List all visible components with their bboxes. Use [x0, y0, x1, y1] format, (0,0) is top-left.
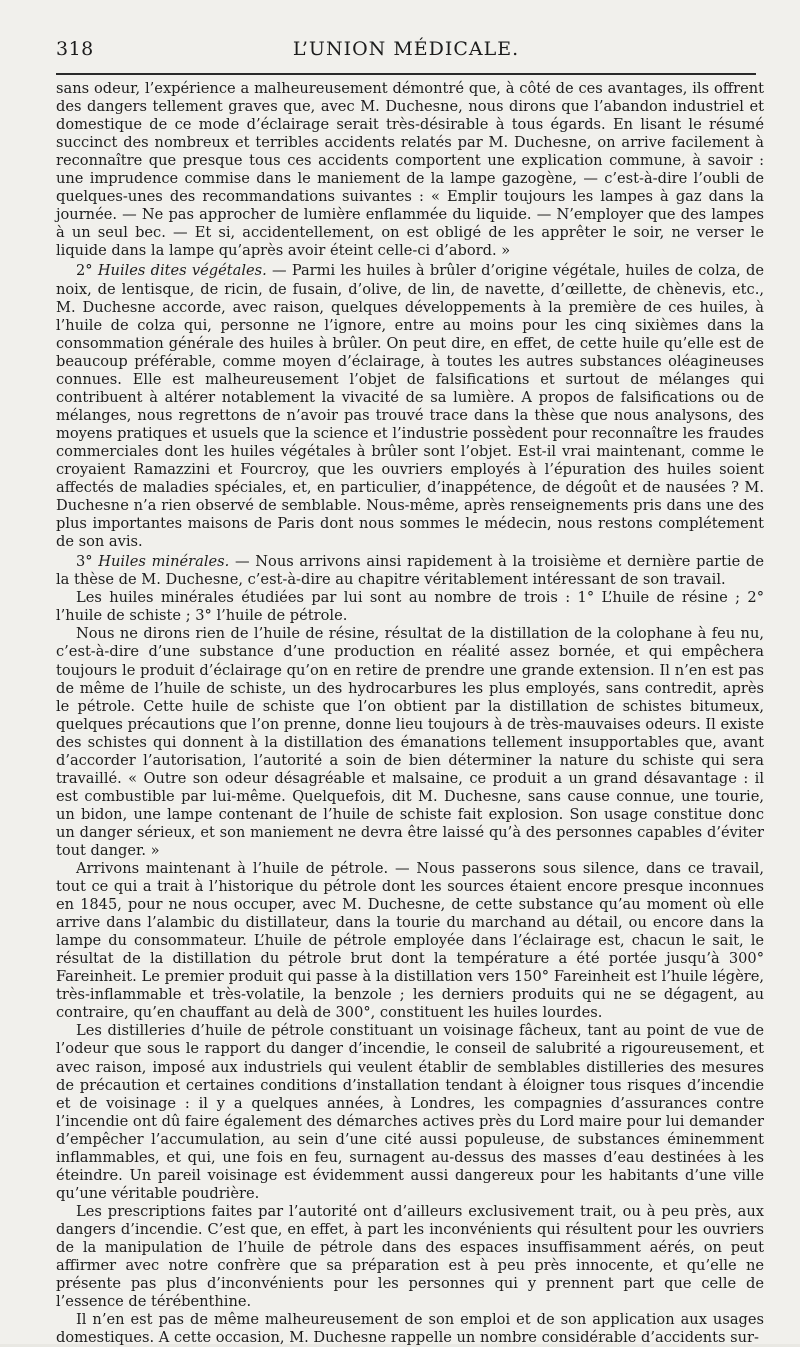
page-header	[56, 38, 756, 68]
paragraph-8: Les prescriptions faites par l’autorité ont d’ailleurs exclusivement trait, ou à peu près, aux dangers d’incendie. C’est que, en effet, à part les inconvénients qui résultent pour les ouvriers de la manipulation de l’huile de pétrole dans des espaces insuffisamment aérés, on peut affirmer avec notre confrère que sa préparation est à peu près innocente, et qu’elle ne présente pas plus d’inconvénients pour les personnes qui y prennent part que celle de l’essence de térébenthine.	[56, 1202, 764, 1311]
section-heading-minerales: Huiles minérales.	[98, 553, 230, 571]
page-number: 318	[56, 38, 94, 60]
paragraph-3: 3° Huiles minérales. — Nous arrivons ainsi rapidement à la troisième et dernière partie de la thèse de M. Duchesne, c’est-à-dire au chapitre véritablement intéressant de son travail.	[56, 553, 764, 589]
paragraph-7: Les distilleries d’huile de pétrole constituant un voisinage fâcheux, tant au point de vue de l’odeur que sous le rapport du danger d’incendie, le conseil de salubrité a rigoureusement, et avec raison, imposé aux industriels qui veulent établir de semblables distilleries des mesures de précaution et certaines conditions d’installation tendant à éloigner tous risques d’incendie et de voisinage : il y a quelques années, à Londres, les compagnies d’assurances contre l’incendie ont dû faire également des démarches actives près du Lord maire pour lui demander d’empêcher l’accumulation, au sein d’une cité aussi populeuse, de substances éminemment inflammables, et qui, une fois en feu, surnagent au-dessus des masses d’eau destinées à les éteindre. Un pareil voisinage est évidemment aussi dangereux pour les habitants d’une ville qu’une véritable poudrière.	[56, 1022, 764, 1202]
section-heading-vegetales: Huiles dites végétales.	[97, 262, 267, 280]
paragraph-2: 2° Huiles dites végétales. — Parmi les huiles à brûler d’origine végétale, huiles de colza, de noix, de lentisque, de ricin, de fusain, d’olive, de lin, de navette, d’œillette, de chènevis, etc., M. Duchesne accorde, avec raison, quelques développements à la première de ces huiles, à l’huile de colza qui, personne ne l’ignore, entre au moins pour les cinq sixièmes dans la consommation générale des huiles à brûler. On peut dire, en effet, de cette huile qu’elle est de beaucoup préférable, comme moyen d’éclairage, à toutes les autres substances oléagineuses connues. Elle est malheureusement l’objet de falsifications et surtout de mélanges qui contribuent à altérer notablement la vivacité de sa lumière. A propos de falsifications ou de mélanges, nous regrettons de n’avoir pas trouvé trace dans la thèse que nous analysons, des moyens pratiques et usuels que la science et l’industrie possèdent pour reconnaître les fraudes commerciales dont les huiles végétales à brûler sont l’objet. Est-il vrai maintenant, comme le croyaient Ramazzini et Fourcroy, que les ouvriers employés à l’épuration des huiles soient affectés de maladies spéciales, et, en particulier, d’inappétence, de dégoût et de nausées ? M. Duchesne n’a rien observé de semblable. Nous-même, après renseignements pris dans une des plus importantes maisons de Paris dont nous sommes le médecin, nous restons complétement de son avis.	[56, 262, 764, 551]
paragraph-1: sans odeur, l’expérience a malheureusement démontré que, à côté de ces avantages, ils offrent des dangers tellement graves que, avec M. Duchesne, nous dirons que l’abandon industriel et domestique de ce mode d’éclairage serait très-désirable à tous égards. En lisant le résumé succinct des nombreux et terribles accidents relatés par M. Duchesne, on arrive facilement à reconnaître que presque tous ces accidents comportent une explication commune, à savoir : une imprudence commise dans le maniement de la lampe gazogène, — c’est-à-dire l’oubli de quelques-unes des recommandations suivantes : « Emplir toujours les lampes à gaz dans la journée. — Ne pas approcher de lumière enflammée du liquide. — N’employer que des lampes à un seul bec. — Et si, accidentellement, on est obligé de les apprêter le soir, ne verser le liquide dans la lampe qu’après avoir éteint celle-ci d’abord. »	[56, 80, 764, 260]
body-text	[56, 80, 764, 1347]
paragraph-4: Les huiles minérales étudiées par lui sont au nombre de trois : 1° L’huile de résine ; 2° l’huile de schiste ; 3° l’huile de pétrole.	[56, 589, 764, 625]
paragraph-5: Nous ne dirons rien de l’huile de résine, résultat de la distillation de la colophane à feu nu, c’est-à-dire d’une substance d’une production en réalité assez bornée, et qui empêchera toujours le produit d’éclairage qu’on en retire de prendre une grande extension. Il n’en est pas de même de l’huile de schiste, un des hydrocarbures les plus employés, sans contredit, après le pétrole. Cette huile de schiste que l’on obtient par la distillation de schistes bitumeux, quelques précautions que l’on prenne, donne lieu toujours à de très-mauvaises odeurs. Il existe des schistes qui donnent à la distillation des émanations tellement insupportables que, avant d’accorder l’autorisation, l’autorité a soin de bien déterminer la nature du schiste qui sera travaillé. « Outre son odeur désagréable et malsaine, ce produit a un grand désavantage : il est combustible par lui-même. Quelquefois, dit M. Duchesne, sans cause connue, une tourie, un bidon, une lampe contenant de l’huile de schiste fait explosion. Son usage constitue donc un danger sérieux, et son maniement ne devra être laissé qu’à des personnes capables d’éviter tout danger. »	[56, 625, 764, 859]
running-title: L’UNION MÉDICALE.	[292, 38, 520, 60]
paragraph-9: Il n’en est pas de même malheureusement de son emploi et de son application aux usages domestiques. A cette occasion, M. Duchesne rappelle un nombre considérable d’accidents sur-	[56, 1311, 764, 1347]
header-rule	[56, 73, 756, 75]
paragraph-6: Arrivons maintenant à l’huile de pétrole. — Nous passerons sous silence, dans ce travail, tout ce qui a trait à l’historique du pétrole dont les sources étaient encore presque inconnues en 1845, pour ne nous occuper, avec M. Duchesne, de cette substance qu’au moment où elle arrive dans l’alambic du distillateur, dans la tourie du marchand au détail, ou encore dans la lampe du consommateur. L’huile de pétrole employée dans l’éclairage est, chacun le sait, le résultat de la distillation du pétrole brut dont la température a été portée jusqu’à 300° Fareinheit. Le premier produit qui passe à la distillation vers 150° Fareinheit est l’huile légère, très-inflammable et très-volatile, la benzole ; les derniers produits qui ne se dégagent, au contraire, qu’en chauffant au delà de 300°, constituent les huiles lourdes.	[56, 860, 764, 1022]
